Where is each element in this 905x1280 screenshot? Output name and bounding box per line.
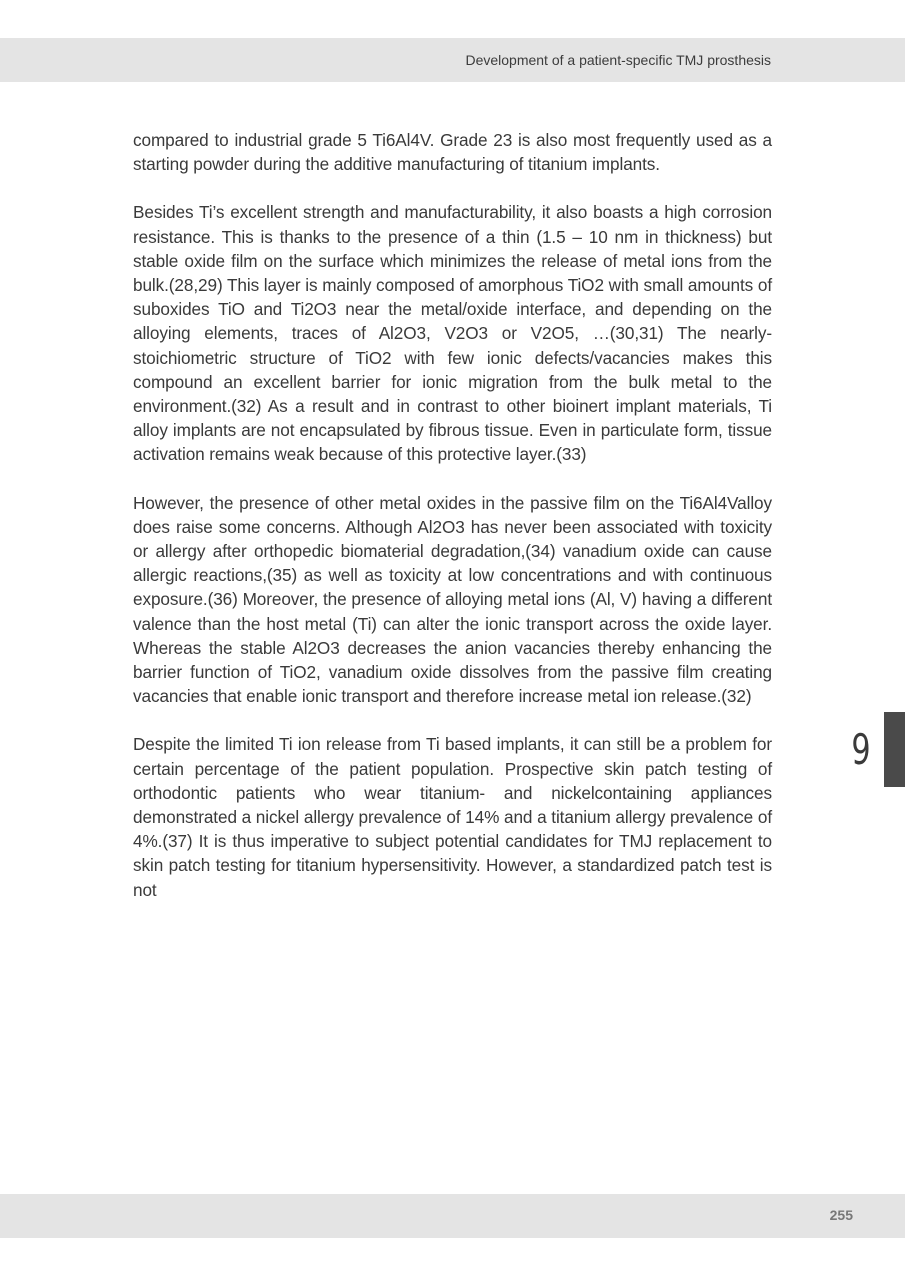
chapter-number: 9 bbox=[851, 725, 871, 774]
chapter-tab bbox=[884, 712, 905, 787]
running-footer bbox=[0, 1194, 905, 1238]
paragraph-4: Despite the limited Ti ion release from Ti based implants, it can still be a problem for certain percentage of the patient population. Prospective skin patch testing of orthodontic patients who wear titanium- and nickelcontaining appliances demonstrated a nickel allergy prevalence of 14% and a titanium allergy prevalence of 4%.(37) It is thus imperative to subject potential candidates for TMJ replacement to skin patch testing for titanium hypersensitivity. However, a standardized patch test is not bbox=[133, 734, 772, 900]
page-number: 255 bbox=[829, 1207, 853, 1223]
running-title: Development of a patient-specific TMJ prosthesis bbox=[465, 52, 771, 68]
paragraph-1: compared to industrial grade 5 Ti6Al4V. Grade 23 is also most frequently used as a starting powder during the additive manufacturing of titanium implants. bbox=[133, 130, 772, 175]
running-header bbox=[0, 38, 905, 82]
paragraph-2: Besides Ti’s excellent strength and manufacturability, it also boasts a high corrosion resistance. This is thanks to the presence of a thin (1.5 – 10 nm in thickness) but stable oxide film on the surface which minimizes the release of metal ions from the bulk.(28,29) This layer is mainly composed of amorphous TiO2 with small amounts of suboxides TiO and Ti2O3 near the metal/oxide interface, and depending on the alloying elements, traces of Al2O3, V2O3 or V2O5, …(30,31) The nearly-stoichiometric structure of TiO2 with few ionic defects/vacancies makes this compound an excellent barrier for ionic migration from the bulk metal to the environment.(32) As a result and in contrast to other bioinert implant materials, Ti alloy implants are not encapsulated by fibrous tissue. Even in particulate form, tissue activation remains weak because of this protective layer.(33) bbox=[133, 202, 772, 465]
paragraph-3: However, the presence of other metal oxides in the passive film on the Ti6Al4Valloy does raise some concerns. Although Al2O3 has never been associated with toxicity or allergy after orthopedic biomaterial degradation,(34) vanadium oxide can cause allergic reactions,(35) as well as toxicity at low concentrations and with continuous exposure.(36) Moreover, the presence of alloying metal ions (Al, V) having a different valence than the host metal (Ti) can alter the ionic transport across the oxide layer. Whereas the stable Al2O3 decreases the anion vacancies thereby enhancing the barrier function of TiO2, vanadium oxide dissolves from the passive film creating vacancies that enable ionic transport and therefore increase metal ion release.(32) bbox=[133, 492, 772, 707]
body-text bbox=[133, 128, 772, 926]
